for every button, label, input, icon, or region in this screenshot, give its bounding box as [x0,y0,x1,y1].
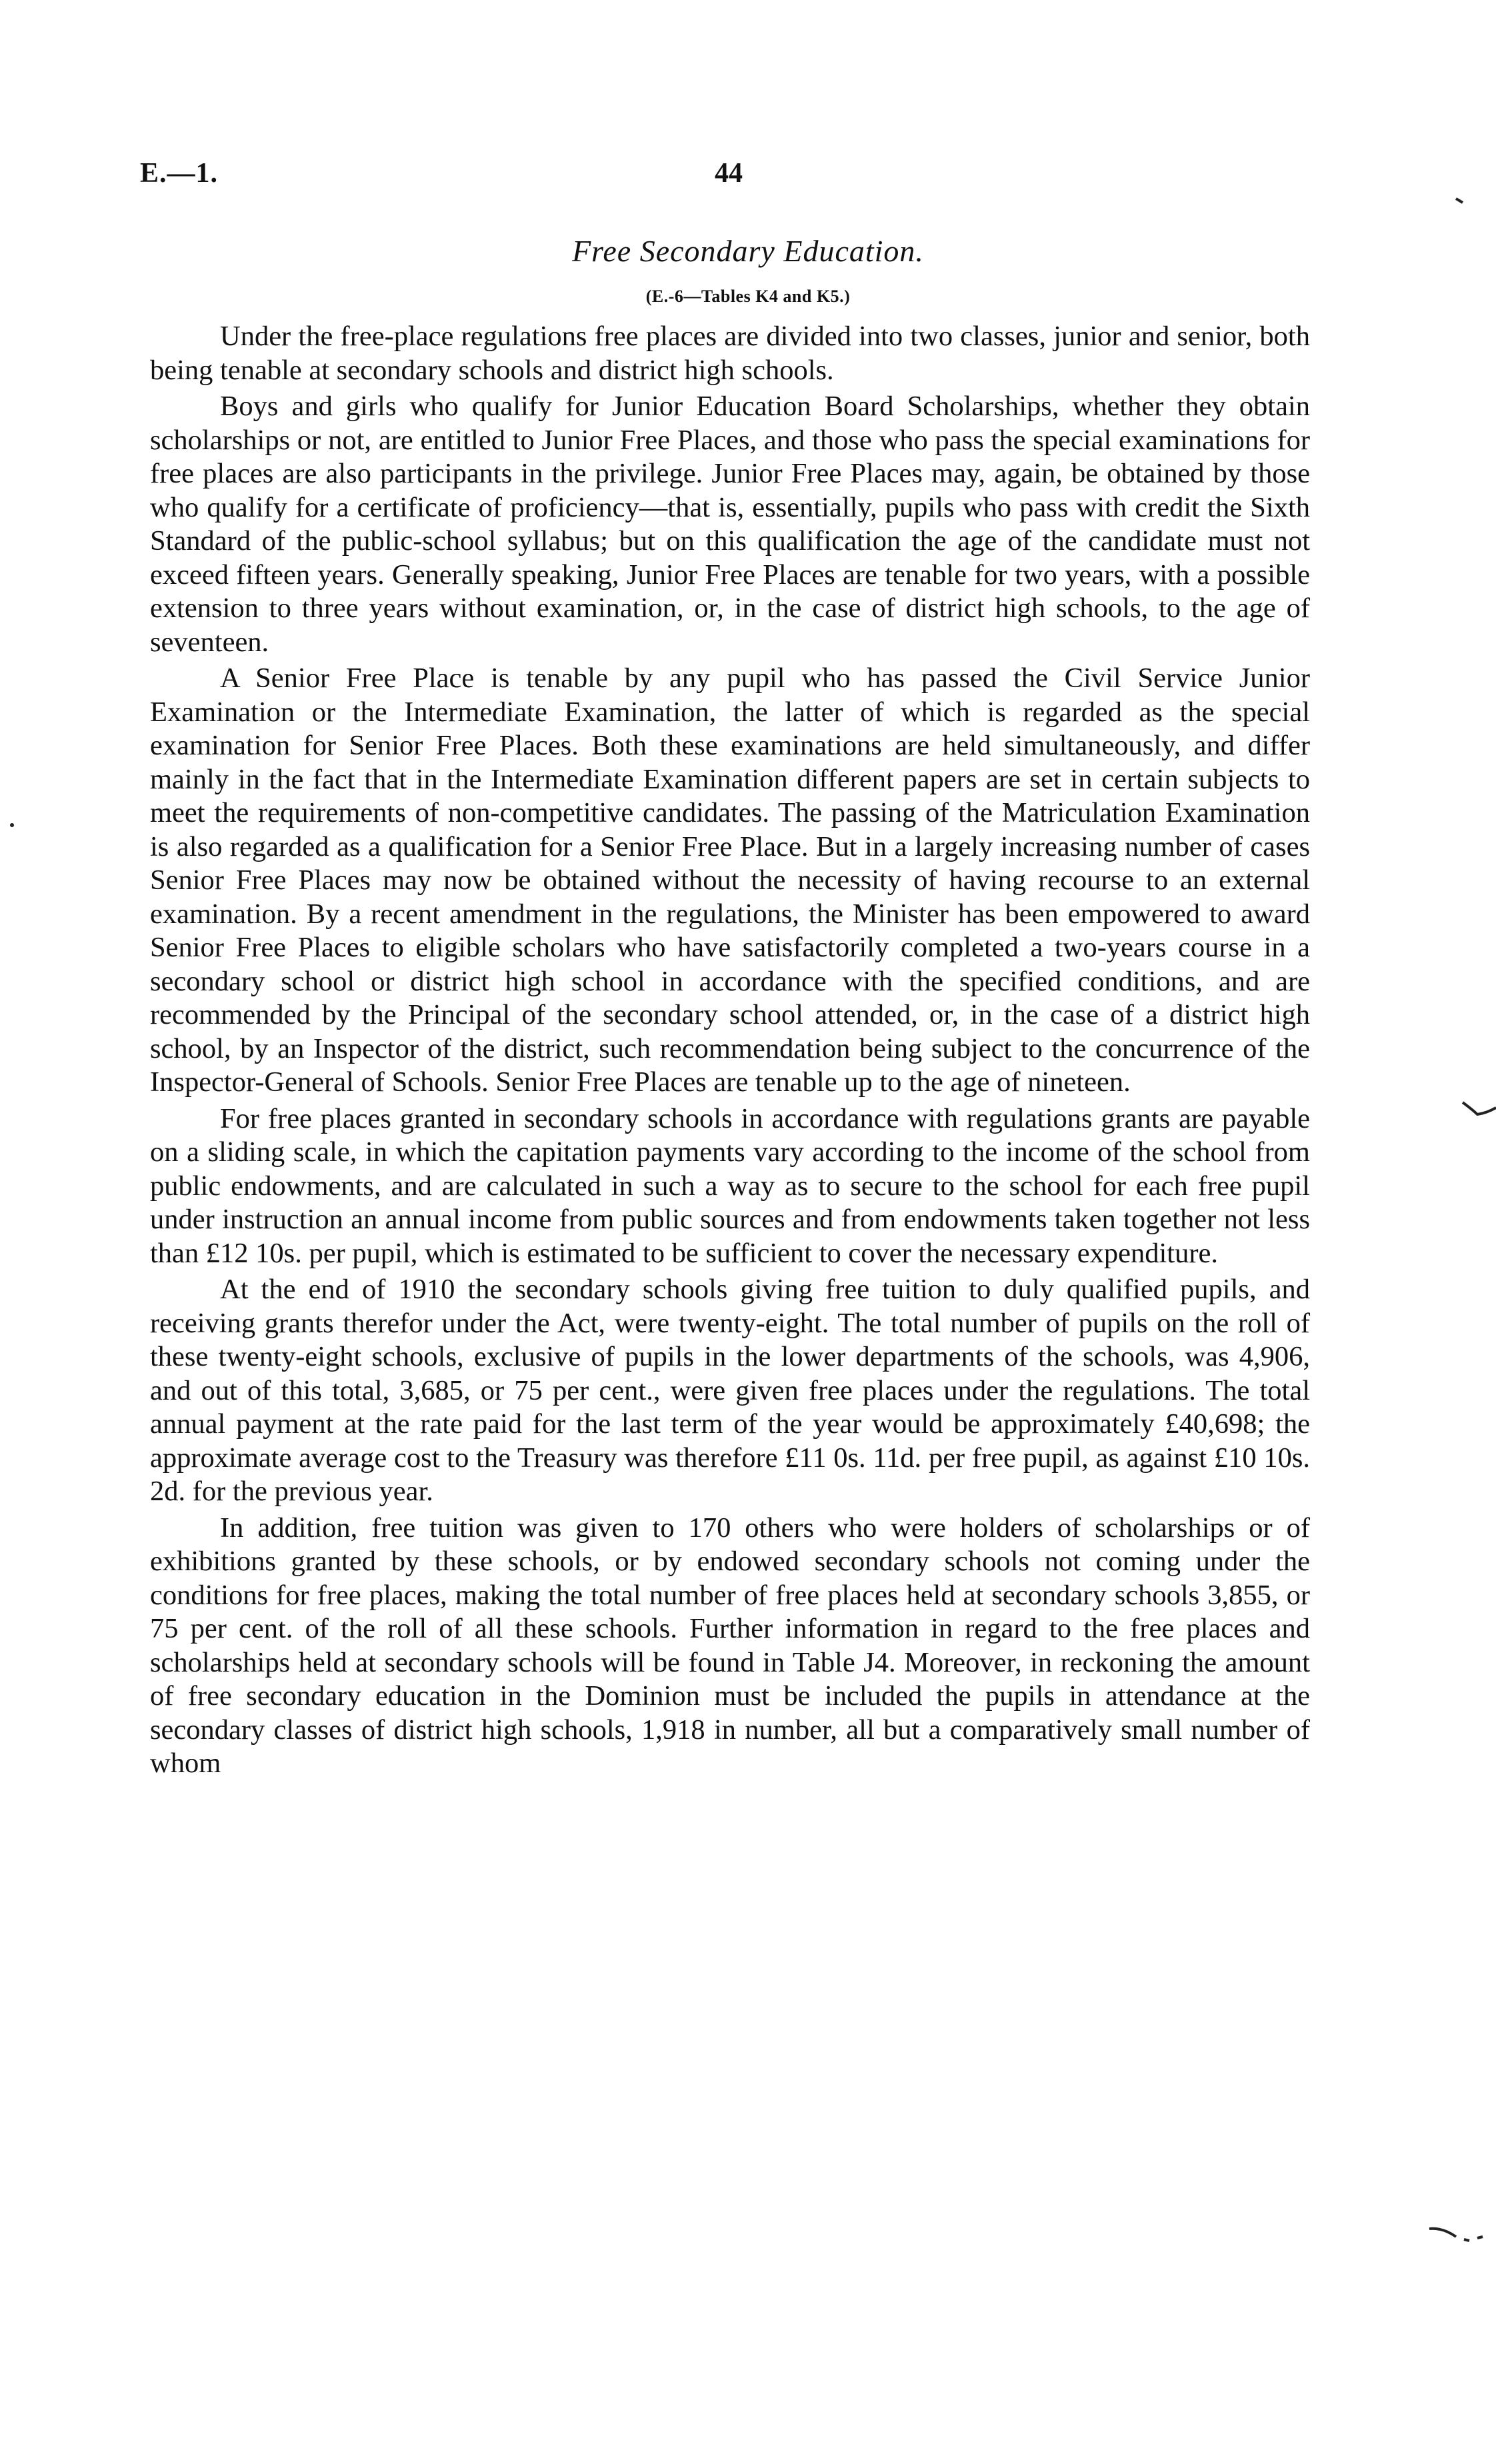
page-number: 44 [715,158,743,189]
header-reference: E.—1. [140,158,219,189]
margin-mark [1427,2219,1480,2246]
section-table-reference: (E.-6—Tables K4 and K5.) [645,287,851,306]
paragraph: A Senior Free Place is tenable by any pupil who has passed the Civil Service Junior Examination or the Intermediate Examination, the latter of which is regarded as the special examination for Senior Free Places. Both these examinations are held simultaneously, and differ mainly in the fact that in the Intermediate Examination different papers are set in certain subjects to meet the requirements of non-competitive candidates. The passing of the Matriculation Examination is also regarded as a qualification for a Senior Free Place. But in a largely increasing number of cases Senior Free Places may now be obtained without the necessity of having recourse to an external examination. By a recent amendment in the regulations, the Minister has been empowered to award Senior Free Places to eligible scholars who have satisfactorily completed a two-years course in a secondary school or district high school in accordance with the specified conditions, and are recommended by the Principal of the secondary school attended, or, in the case of a district high school, by an Inspector of the district, such recommendation being subject to the concurrence of the Inspector-General of Schools. Senior Free Places are tenable up to the age of nineteen. [150,662,1310,1098]
paragraph: For free places granted in secondary schools in accordance with regulations grants are payable on a sliding scale, in which the capitation payments vary according to the income of the school from public endowments, and are calculated in such a way as to secure to the school for each free pupil under instruction an annual income from public sources and from endowments taken together not less than £12 10s. per pupil, which is estimated to be sufficient to cover the necessary expenditure. [150,1102,1310,1269]
paragraph: Under the free-place regulations free places are divided into two classes, junior and senior, both being tenable at secondary schools and district high schools. [150,321,1310,386]
margin-mark [1453,193,1496,220]
paragraph: In addition, free tuition was given to 170 others who were holders of scholarships or of exhibitions granted by these schools, or by endowed secondary schools not coming under the conditions for free places, making the total number of free places held at secondary schools 3,855, or 75 per cent. of the roll of all these schools. Further information in regard to the free places and scholarships held at secondary schools will be found in Table J4. Moreover, in reckoning the amount of free secondary education in the Dominion must be included the pupils in attendance at the secondary classes of district high schools, 1,918 in number, all but a comparatively small number of whom [150,1512,1310,1779]
margin-mark [7,820,60,846]
section-title: Free Secondary Education. [572,234,924,268]
body-text [150,320,1310,1784]
margin-mark [1460,1093,1496,1120]
paragraph: At the end of 1910 the secondary schools giving free tuition to duly qualified pupils, and receiving grants therefor under the Act, were twenty-eight. The total number of pupils on the roll of these twenty-eight schools, exclusive of pupils in the lower departments of the schools, was 4,906, and out of this total, 3,685, or 75 per cent., were given free places under the regulations. The total annual payment at the rate paid for the last term of the year would be approximately £40,698; the approximate average cost to the Treasury was therefore £11 0s. 11d. per free pupil, as against £10 10s. 2d. for the previous year. [150,1274,1310,1507]
paragraph: Boys and girls who qualify for Junior Education Board Scholarships, whether they obtain scholarships or not, are entitled to Junior Free Places, and those who pass the special examinations for free places are also participants in the privilege. Junior Free Places may, again, be obtained by those who qualify for a certificate of proficiency—that is, essentially, pupils who pass with credit the Sixth Standard of the public-school syllabus; but on this qualification the age of the candidate must not exceed fifteen years. Generally speaking, Junior Free Places are tenable for two years, with a possible extension to three years without examination, or, in the case of district high schools, to the age of seventeen. [150,391,1310,658]
